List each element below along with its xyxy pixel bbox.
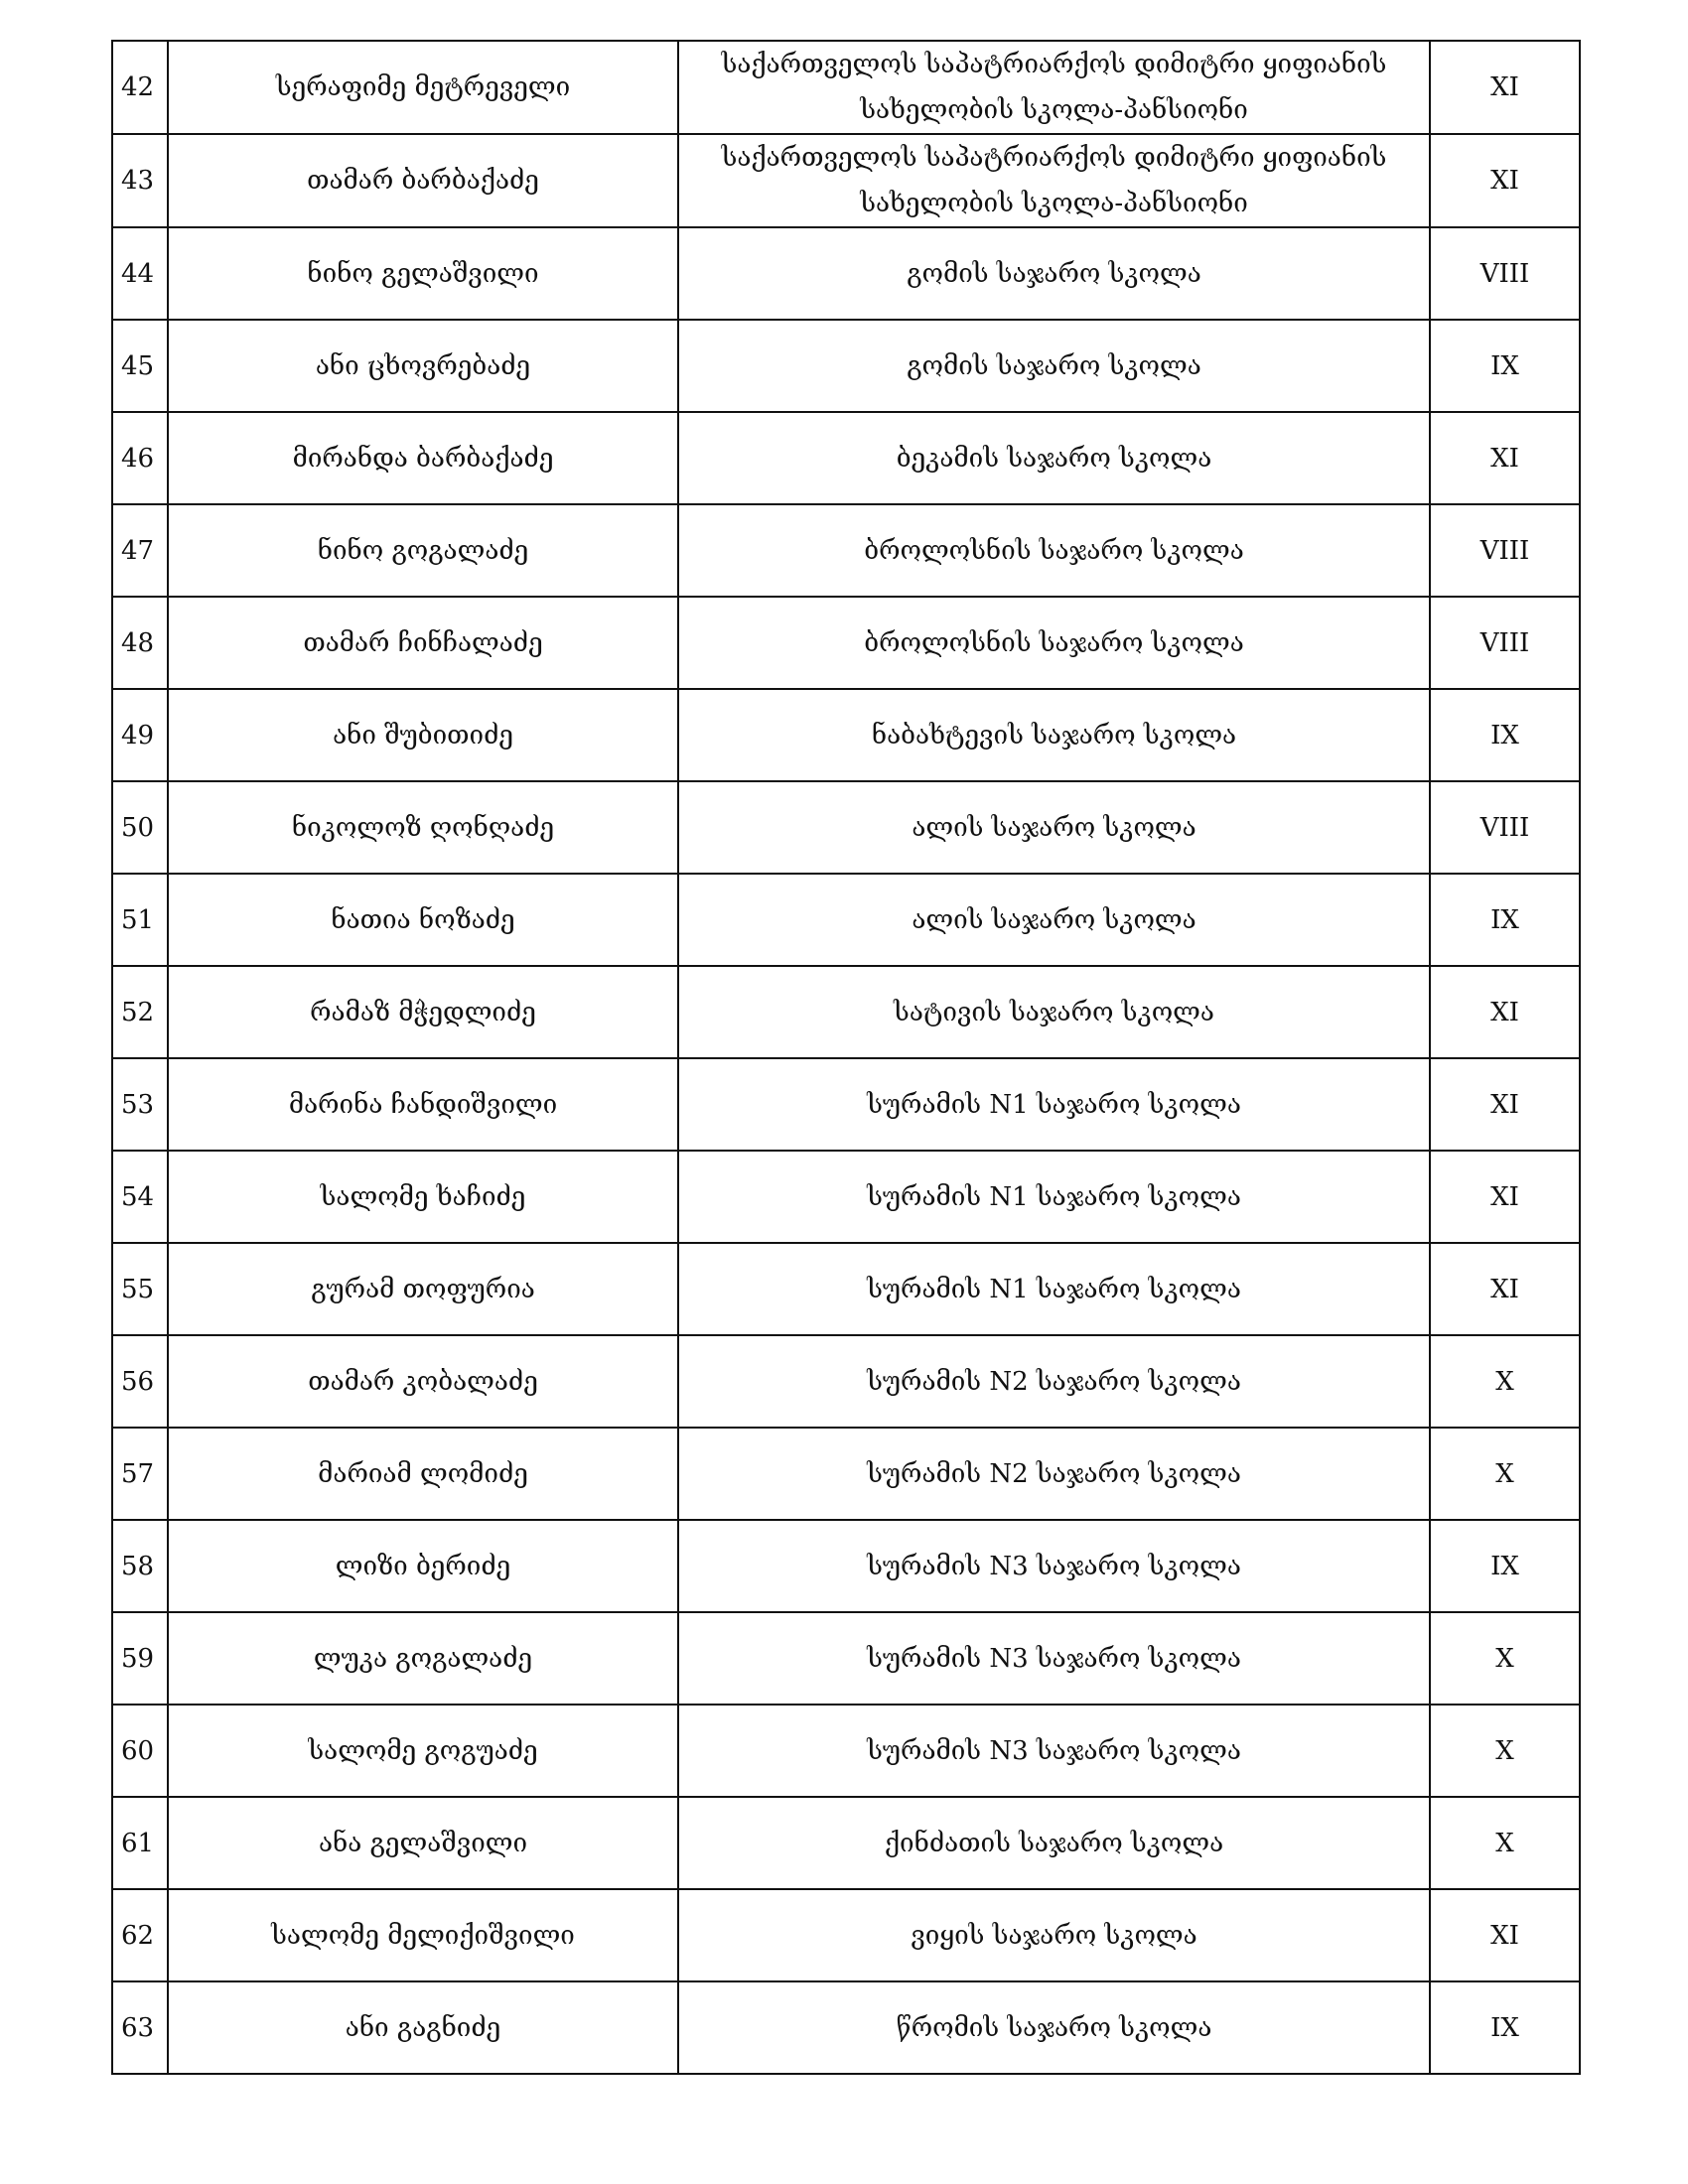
- school-name: ბეკამის საჯარო სკოლა: [678, 412, 1430, 504]
- student-name: მირანდა ბარბაქაძე: [168, 412, 678, 504]
- table-row: [112, 1428, 1580, 1520]
- table-row: [112, 504, 1580, 597]
- table-row: [112, 1705, 1580, 1797]
- school-name: სურამის N1 საჯარო სკოლა: [678, 1058, 1430, 1151]
- table-row: [112, 781, 1580, 874]
- grade: X: [1430, 1428, 1580, 1520]
- row-number: 47: [112, 504, 168, 597]
- student-name: სერაფიმე მეტრეველი: [168, 41, 678, 134]
- student-name: ნათია ნოზაძე: [168, 874, 678, 966]
- student-name: მარიამ ლომიძე: [168, 1428, 678, 1520]
- student-name: ანი ცხოვრებაძე: [168, 320, 678, 412]
- grade: XI: [1430, 412, 1580, 504]
- row-number: 44: [112, 227, 168, 320]
- table-row: [112, 1151, 1580, 1243]
- row-number: 51: [112, 874, 168, 966]
- student-name: სალომე გოგუაძე: [168, 1705, 678, 1797]
- student-name: სალომე ხაჩიძე: [168, 1151, 678, 1243]
- row-number: 59: [112, 1612, 168, 1705]
- row-number: 48: [112, 597, 168, 689]
- school-name: სურამის N3 საჯარო სკოლა: [678, 1612, 1430, 1705]
- school-name: საქართველოს საპატრიარქოს დიმიტრი ყიფიანის სახელობის სკოლა-პანსიონი: [678, 41, 1430, 134]
- school-name: გომის საჯარო სკოლა: [678, 227, 1430, 320]
- row-number: 45: [112, 320, 168, 412]
- table-row: [112, 689, 1580, 781]
- table-row: [112, 1520, 1580, 1612]
- grade: VIII: [1430, 504, 1580, 597]
- grade: XI: [1430, 966, 1580, 1058]
- row-number: 63: [112, 1981, 168, 2074]
- table-row: [112, 874, 1580, 966]
- school-name: ბროლოსნის საჯარო სკოლა: [678, 597, 1430, 689]
- grade: IX: [1430, 689, 1580, 781]
- table-row: [112, 227, 1580, 320]
- student-name: რამაზ მჭედლიძე: [168, 966, 678, 1058]
- grade: X: [1430, 1335, 1580, 1428]
- grade: XI: [1430, 1151, 1580, 1243]
- row-number: 62: [112, 1889, 168, 1981]
- grade: IX: [1430, 320, 1580, 412]
- school-name: გომის საჯარო სკოლა: [678, 320, 1430, 412]
- school-name: სურამის N2 საჯარო სკოლა: [678, 1335, 1430, 1428]
- school-name: ნაბახტევის საჯარო სკოლა: [678, 689, 1430, 781]
- student-name: ლუკა გოგალაძე: [168, 1612, 678, 1705]
- row-number: 46: [112, 412, 168, 504]
- grade: XI: [1430, 1889, 1580, 1981]
- student-name: ნინო გოგალაძე: [168, 504, 678, 597]
- school-name: სურამის N3 საჯარო სკოლა: [678, 1705, 1430, 1797]
- grade: XI: [1430, 1243, 1580, 1335]
- table-row: [112, 41, 1580, 134]
- student-name: თამარ კობალაძე: [168, 1335, 678, 1428]
- student-name: სალომე მელიქიშვილი: [168, 1889, 678, 1981]
- school-name: სურამის N1 საჯარო სკოლა: [678, 1243, 1430, 1335]
- student-name: თამარ ჩინჩალაძე: [168, 597, 678, 689]
- grade: IX: [1430, 1981, 1580, 2074]
- table-row: [112, 1981, 1580, 2074]
- school-name: ვიყის საჯარო სკოლა: [678, 1889, 1430, 1981]
- grade: X: [1430, 1705, 1580, 1797]
- row-number: 50: [112, 781, 168, 874]
- row-number: 60: [112, 1705, 168, 1797]
- student-name: ანა გელაშვილი: [168, 1797, 678, 1889]
- row-number: 61: [112, 1797, 168, 1889]
- row-number: 56: [112, 1335, 168, 1428]
- row-number: 57: [112, 1428, 168, 1520]
- table-row: [112, 320, 1580, 412]
- school-name: ბროლოსნის საჯარო სკოლა: [678, 504, 1430, 597]
- student-name: ნიკოლოზ ღონღაძე: [168, 781, 678, 874]
- school-name: სურამის N3 საჯარო სკოლა: [678, 1520, 1430, 1612]
- grade: XI: [1430, 134, 1580, 227]
- school-name: ალის საჯარო სკოლა: [678, 874, 1430, 966]
- row-number: 52: [112, 966, 168, 1058]
- table-row: [112, 1058, 1580, 1151]
- row-number: 58: [112, 1520, 168, 1612]
- student-name: ანი შუბითიძე: [168, 689, 678, 781]
- table-row: [112, 1889, 1580, 1981]
- table-row: [112, 1335, 1580, 1428]
- grade: X: [1430, 1797, 1580, 1889]
- grade: VIII: [1430, 597, 1580, 689]
- school-name: სურამის N1 საჯარო სკოლა: [678, 1151, 1430, 1243]
- grade: XI: [1430, 1058, 1580, 1151]
- row-number: 42: [112, 41, 168, 134]
- grade: VIII: [1430, 781, 1580, 874]
- student-name: ნინო გელაშვილი: [168, 227, 678, 320]
- student-name: ანი გაგნიძე: [168, 1981, 678, 2074]
- table-row: [112, 1612, 1580, 1705]
- grade: IX: [1430, 1520, 1580, 1612]
- student-name: ლიზი ბერიძე: [168, 1520, 678, 1612]
- grade: X: [1430, 1612, 1580, 1705]
- row-number: 53: [112, 1058, 168, 1151]
- student-name: თამარ ბარბაქაძე: [168, 134, 678, 227]
- school-name: ალის საჯარო სკოლა: [678, 781, 1430, 874]
- participants-table-body: [112, 41, 1580, 2074]
- grade: VIII: [1430, 227, 1580, 320]
- row-number: 54: [112, 1151, 168, 1243]
- row-number: 49: [112, 689, 168, 781]
- row-number: 43: [112, 134, 168, 227]
- table-row: [112, 1243, 1580, 1335]
- table-row: [112, 134, 1580, 227]
- table-row: [112, 412, 1580, 504]
- grade: XI: [1430, 41, 1580, 134]
- student-name: მარინა ჩანდიშვილი: [168, 1058, 678, 1151]
- participants-table: [111, 40, 1581, 2075]
- school-name: სატივის საჯარო სკოლა: [678, 966, 1430, 1058]
- school-name: წრომის საჯარო სკოლა: [678, 1981, 1430, 2074]
- table-row: [112, 1797, 1580, 1889]
- table-row: [112, 597, 1580, 689]
- school-name: საქართველოს საპატრიარქოს დიმიტრი ყიფიანის სახელობის სკოლა-პანსიონი: [678, 134, 1430, 227]
- student-name: გურამ თოფურია: [168, 1243, 678, 1335]
- grade: IX: [1430, 874, 1580, 966]
- school-name: სურამის N2 საჯარო სკოლა: [678, 1428, 1430, 1520]
- school-name: ქინძათის საჯარო სკოლა: [678, 1797, 1430, 1889]
- row-number: 55: [112, 1243, 168, 1335]
- table-row: [112, 966, 1580, 1058]
